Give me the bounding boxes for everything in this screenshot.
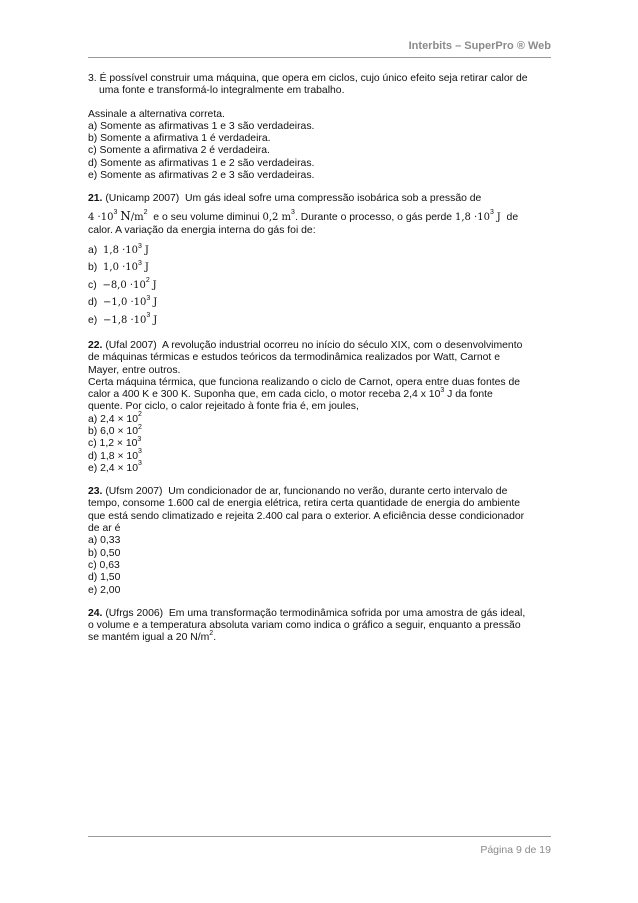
- header-divider: [88, 57, 551, 58]
- volume-value: 0,2 m: [262, 211, 292, 223]
- question-stem-cont: Certa máquina térmica, que funciona realizando o ciclo de Carnot, opera entre duas fontes de: [88, 376, 521, 388]
- question-stem-cont: Mayer, entre outros.: [88, 364, 181, 376]
- option-b: b) 0,50: [88, 547, 121, 559]
- question-24: [88, 608, 551, 645]
- question-prompt: Assinale a alternativa correta.: [88, 108, 225, 120]
- pressure-unit-exponent: 2: [143, 209, 148, 217]
- question-stem-cont: de máquinas térmicas e estudos teóricos da termodinâmica realizados por Watt, Carnot e: [88, 352, 500, 364]
- question-stem: Um condicionador de ar, funcionando no verão, durante certo intervalo de: [168, 486, 508, 498]
- question-23: [88, 486, 551, 597]
- pressure-exponent: 3: [113, 209, 118, 217]
- question-stem-cont: tempo, consome 1.600 cal de energia elétrica, retira certa quantidade de energia do ambiente: [88, 498, 521, 510]
- question-source: (Ufsm 2007): [105, 486, 163, 498]
- option-e: e) $2,4 \times 10^3$: [88, 460, 142, 474]
- question-stem-text: e o seu volume diminui: [153, 211, 260, 223]
- question-21: [88, 193, 551, 329]
- exponent: 3: [440, 386, 445, 394]
- volume-exponent: 3: [291, 209, 295, 217]
- option-a: a) $1,8 \cdot 10^3$ J: [88, 242, 149, 256]
- page-number: Página 9 de 19: [480, 844, 551, 856]
- question-number: 23.: [88, 486, 103, 498]
- option-d: d) $1,8 \times 10^3$: [88, 448, 142, 462]
- question-number: 21.: [88, 193, 103, 205]
- pressure-value: 4 ·10: [88, 211, 114, 223]
- question-stem-text: . Durante o processo, o gás perde: [294, 211, 453, 223]
- page-content: [88, 73, 551, 645]
- option-c: c) $1,2 \times 10^3$: [88, 435, 142, 450]
- option-a: a) Somente as afirmativas 1 e 3 são verdadeiras.: [88, 120, 315, 132]
- question-source: (Ufal 2007): [105, 339, 157, 351]
- option-a: a) $2,4 \times 10^2$: [88, 411, 142, 425]
- question-22: [88, 340, 551, 475]
- option-d: d) Somente as afirmativas 1 e 2 são verdadeiras.: [88, 157, 315, 169]
- heat-value: 1,8 ·10: [454, 211, 490, 223]
- question-number: 3.: [88, 73, 97, 84]
- question-stem-cont: .: [213, 632, 217, 644]
- option-d: $d) -1,0 \cdot 10^3$ J: [88, 294, 158, 309]
- question-stem-cont: quente. Por ciclo, o calor rejeitado à fonte fria é, em joules,: [88, 401, 359, 413]
- heat-unit: J: [496, 211, 501, 223]
- option-b: b) $6,0 \times 10^2$: [88, 423, 142, 437]
- question-stem-cont: calor a 400 K e 300 K. Suponha que, em cada ciclo, o motor receba 2,4 x 10: [88, 389, 441, 401]
- footer-divider: [88, 836, 551, 837]
- option-d: d) 1,50: [88, 572, 121, 584]
- header-title: Interbits – SuperPro ® Web: [408, 40, 551, 52]
- option-b: b) $1,0 \cdot 10^3$ J: [88, 259, 149, 274]
- option-a: a) 0,33: [88, 535, 121, 547]
- question-number: 22.: [88, 339, 103, 351]
- pressure-unit-m: /m: [130, 211, 144, 223]
- question-stem: Um gás ideal sofre uma compressão isobárica sob a pressão de: [185, 193, 482, 205]
- question-stem: A revolução industrial ocorreu no início do século XIX, com o desenvolvimento: [161, 339, 523, 351]
- question-stem-cont: calor. A variação da energia interna do gás foi de:: [88, 224, 316, 236]
- question-stem-text: de: [506, 211, 519, 223]
- question-stem: É possível construir uma máquina, que opera em ciclos, cujo único efeito seja retirar calor de: [99, 73, 528, 84]
- option-b: b) Somente a afirmativa 1 é verdadeira.: [88, 133, 271, 145]
- exponent: 2: [209, 629, 214, 637]
- option-e: e) 2,00: [88, 584, 121, 596]
- question-source: (Ufrgs 2006): [105, 607, 164, 619]
- option-c: c) 0,63: [88, 559, 120, 571]
- pressure-unit-n: N: [120, 208, 131, 223]
- question-stem-cont: o volume e a temperatura absoluta variam como indica o gráfico a seguir, enquanto a pressão: [88, 620, 521, 632]
- question-stem: Em uma transformação termodinâmica sofrida por uma amostra de gás ideal,: [168, 607, 526, 619]
- question-stem-cont: que está sendo climatizado e rejeita 2.400 cal para o exterior. A eficiência desse condicionador: [88, 510, 525, 522]
- option-c: $c) -8,0 \cdot 10^2$ J: [88, 277, 157, 291]
- question-source: (Unicamp 2007): [105, 193, 180, 205]
- option-c: c) Somente a afirmativa 2 é verdadeira.: [88, 145, 270, 157]
- question-number: 24.: [88, 607, 103, 619]
- question-stem-cont: uma fonte e transformá-lo integralmente em trabalho.: [99, 85, 345, 97]
- option-e: e) Somente as afirmativas 2 e 3 são verdadeiras.: [88, 170, 315, 182]
- question-stem-cont: J da fonte: [444, 389, 493, 401]
- question-stem-cont: de ar é: [88, 523, 121, 535]
- question-stem-cont: se mantém igual a 20 N/m: [88, 632, 210, 644]
- heat-exponent: 3: [489, 209, 494, 217]
- question-3: [88, 73, 551, 182]
- option-e: $e) -1,8 \cdot 10^3$ J: [88, 312, 158, 326]
